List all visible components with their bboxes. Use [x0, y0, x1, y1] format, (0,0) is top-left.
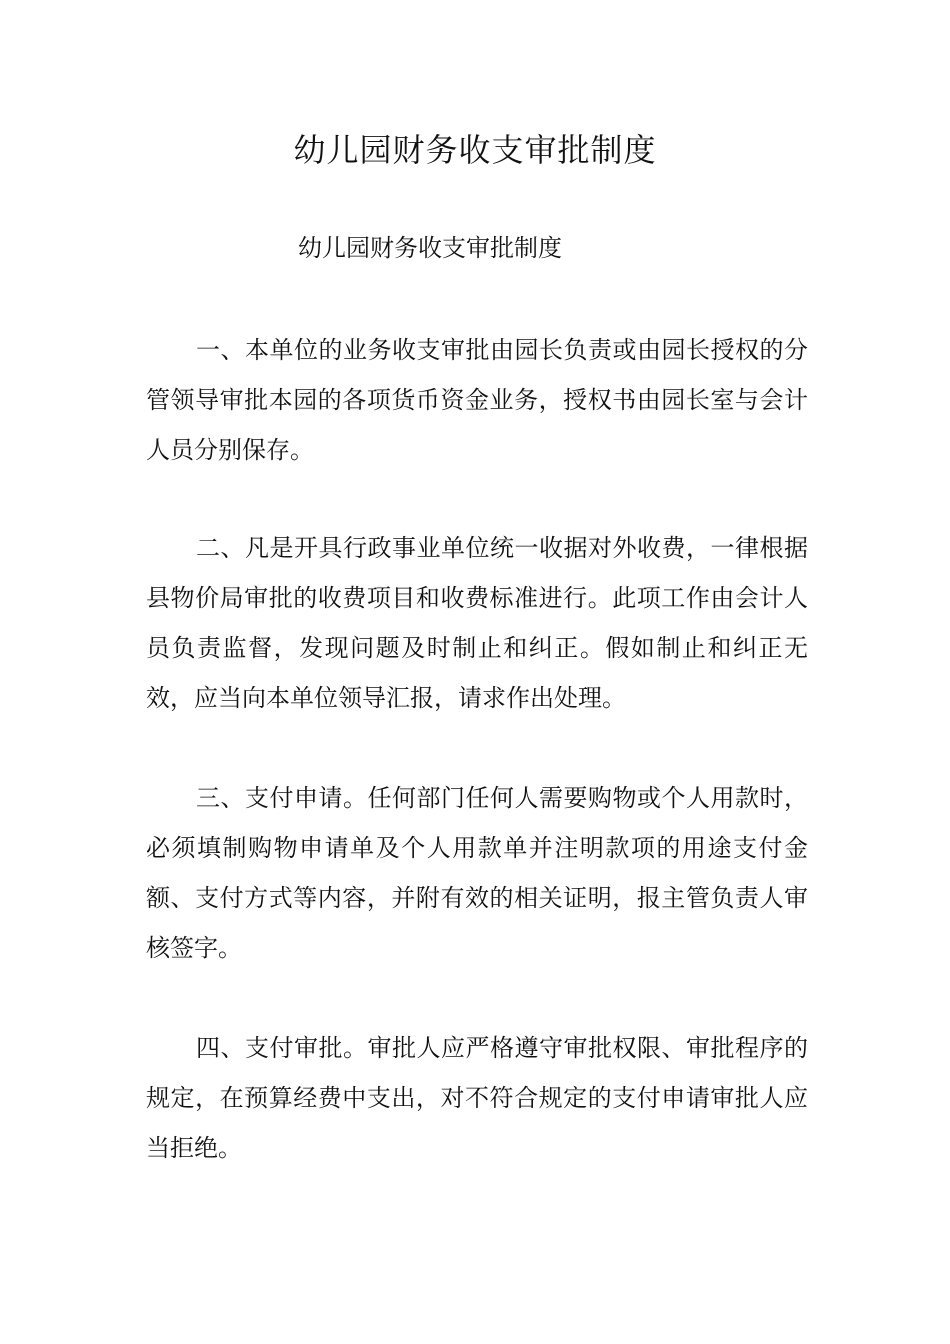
paragraph-4: 四、支付审批。审批人应严格遵守审批权限、审批程序的规定，在预算经费中支出，对不符合规定的支付申请审批人应当拒绝。: [146, 1034, 808, 1162]
document-subtitle: 幼儿园财务收支审批制度: [298, 234, 562, 262]
paragraph-2: 二、凡是开具行政事业单位统一收据对外收费，一律根据县物价局审批的收费项目和收费标准进行。此项工作由会计人员负责监督，发现问题及时制止和纠正。假如制止和纠正无效，应当向本单位领导汇报，请求作出处理。: [146, 534, 808, 712]
document-title: 幼儿园财务收支审批制度: [293, 131, 657, 169]
paragraph-3: 三、支付申请。任何部门任何人需要购物或个人用款时，必须填制购物申请单及个人用款单并注明款项的用途支付金额、支付方式等内容，并附有效的相关证明，报主管负责人审核签字。: [146, 784, 808, 962]
paragraph-1: 一、本单位的业务收支审批由园长负责或由园长授权的分管领导审批本园的各项货币资金业务，授权书由园长室与会计人员分别保存。: [146, 336, 808, 464]
